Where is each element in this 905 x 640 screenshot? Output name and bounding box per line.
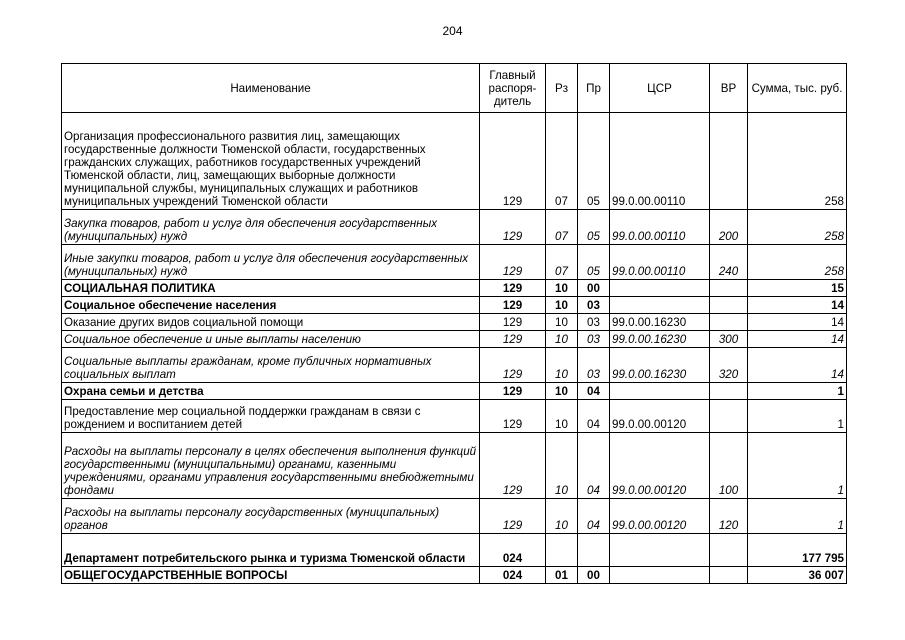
row-vr: 200	[710, 210, 748, 245]
row-name: СОЦИАЛЬНАЯ ПОЛИТИКА	[62, 280, 480, 297]
table-row	[62, 314, 847, 331]
table-row	[62, 499, 847, 534]
row-pr	[578, 534, 610, 567]
row-sum: 177 795	[748, 534, 847, 567]
row-vr: 100	[710, 433, 748, 499]
row-sum: 258	[748, 113, 847, 210]
row-name: Предоставление мер социальной поддержки гражданам в связи с рождением и воспитанием детей	[62, 400, 480, 433]
header-csr: ЦСР	[610, 64, 710, 113]
row-csr: 99.0.00.00110	[610, 113, 710, 210]
row-grbs: 129	[480, 280, 546, 297]
row-grbs: 129	[480, 314, 546, 331]
row-grbs: 024	[480, 534, 546, 567]
row-vr	[710, 400, 748, 433]
row-csr: 99.0.00.00120	[610, 499, 710, 534]
table-row	[62, 297, 847, 314]
row-pr: 04	[578, 400, 610, 433]
row-csr	[610, 534, 710, 567]
table-row	[62, 210, 847, 245]
table-row	[62, 113, 847, 210]
table-row	[62, 331, 847, 348]
row-csr: 99.0.00.16230	[610, 314, 710, 331]
header-rz: Рз	[546, 64, 578, 113]
row-sum: 14	[748, 331, 847, 348]
row-rz: 10	[546, 297, 578, 314]
row-sum: 1	[748, 499, 847, 534]
row-csr: 99.0.00.00120	[610, 433, 710, 499]
row-vr	[710, 534, 748, 567]
row-grbs: 129	[480, 297, 546, 314]
row-rz: 10	[546, 400, 578, 433]
row-vr	[710, 314, 748, 331]
row-rz: 10	[546, 383, 578, 400]
row-vr	[710, 297, 748, 314]
row-vr	[710, 280, 748, 297]
row-rz: 10	[546, 348, 578, 383]
row-name: Оказание других видов социальной помощи	[62, 314, 480, 331]
row-pr: 00	[578, 567, 610, 584]
row-csr	[610, 383, 710, 400]
row-csr	[610, 297, 710, 314]
row-name: Социальное обеспечение и иные выплаты населению	[62, 331, 480, 348]
row-rz: 01	[546, 567, 578, 584]
row-rz: 10	[546, 280, 578, 297]
row-pr: 05	[578, 245, 610, 280]
header-vr: ВР	[710, 64, 748, 113]
table-row	[62, 348, 847, 383]
row-csr: 99.0.00.16230	[610, 331, 710, 348]
row-csr: 99.0.00.00110	[610, 245, 710, 280]
row-grbs: 129	[480, 210, 546, 245]
row-name: Расходы на выплаты персоналу в целях обеспечения выполнения функций государственными (муниципальными) органами, казенными учреждениями, органами управления государственными внебюджетными фондами	[62, 433, 480, 499]
row-vr	[710, 383, 748, 400]
row-sum: 14	[748, 314, 847, 331]
row-pr: 00	[578, 280, 610, 297]
table-row	[62, 245, 847, 280]
row-pr: 04	[578, 383, 610, 400]
row-rz: 07	[546, 113, 578, 210]
row-vr	[710, 113, 748, 210]
table-header-row	[62, 64, 847, 113]
row-pr: 03	[578, 314, 610, 331]
table-row	[62, 383, 847, 400]
row-name: Охрана семьи и детства	[62, 383, 480, 400]
row-name: Закупка товаров, работ и услуг для обеспечения государственных (муниципальных) нужд	[62, 210, 480, 245]
header-pr: Пр	[578, 64, 610, 113]
row-sum: 36 007	[748, 567, 847, 584]
header-sum: Сумма, тыс. руб.	[748, 64, 847, 113]
table-row	[62, 567, 847, 584]
row-csr: 99.0.00.00120	[610, 400, 710, 433]
row-csr	[610, 280, 710, 297]
row-grbs: 024	[480, 567, 546, 584]
row-name: Департамент потребительского рынка и туризма Тюменской области	[62, 534, 480, 567]
row-vr	[710, 567, 748, 584]
row-vr: 240	[710, 245, 748, 280]
row-rz: 10	[546, 314, 578, 331]
row-pr: 05	[578, 210, 610, 245]
row-pr: 03	[578, 348, 610, 383]
row-sum: 1	[748, 400, 847, 433]
row-rz: 10	[546, 433, 578, 499]
table-row	[62, 534, 847, 567]
row-sum: 1	[748, 433, 847, 499]
budget-table	[61, 63, 847, 584]
table-row	[62, 400, 847, 433]
row-rz: 07	[546, 210, 578, 245]
row-grbs: 129	[480, 113, 546, 210]
row-vr: 120	[710, 499, 748, 534]
row-csr	[610, 567, 710, 584]
row-grbs: 129	[480, 433, 546, 499]
row-name: ОБЩЕГОСУДАРСТВЕННЫЕ ВОПРОСЫ	[62, 567, 480, 584]
row-sum: 14	[748, 297, 847, 314]
row-grbs: 129	[480, 331, 546, 348]
row-pr: 05	[578, 113, 610, 210]
row-rz: 10	[546, 331, 578, 348]
row-pr: 04	[578, 499, 610, 534]
row-rz: 07	[546, 245, 578, 280]
row-pr: 03	[578, 297, 610, 314]
row-name: Расходы на выплаты персоналу государственных (муниципальных) органов	[62, 499, 480, 534]
row-sum: 1	[748, 383, 847, 400]
row-rz: 10	[546, 499, 578, 534]
row-sum: 15	[748, 280, 847, 297]
row-csr: 99.0.00.16230	[610, 348, 710, 383]
row-csr: 99.0.00.00110	[610, 210, 710, 245]
row-grbs: 129	[480, 348, 546, 383]
row-vr: 320	[710, 348, 748, 383]
row-grbs: 129	[480, 499, 546, 534]
row-grbs: 129	[480, 383, 546, 400]
row-sum: 258	[748, 210, 847, 245]
row-name: Организация профессионального развития лиц, замещающих государственные должности Тюменской области, государственных гражданских служащих, работников государственных учреждений Тюменской области, лиц, замещающих выборные должности муниципальной службы, муниципальных служащих и работников муниципальных учреждений Тюменской области	[62, 113, 480, 210]
table-row	[62, 433, 847, 499]
page-number: 204	[442, 24, 463, 38]
row-rz	[546, 534, 578, 567]
row-vr: 300	[710, 331, 748, 348]
row-pr: 03	[578, 331, 610, 348]
row-name: Иные закупки товаров, работ и услуг для обеспечения государственных (муниципальных) нужд	[62, 245, 480, 280]
header-name: Наименование	[62, 64, 480, 113]
row-name: Социальные выплаты гражданам, кроме публичных нормативных социальных выплат	[62, 348, 480, 383]
row-sum: 258	[748, 245, 847, 280]
row-pr: 04	[578, 433, 610, 499]
row-sum: 14	[748, 348, 847, 383]
row-grbs: 129	[480, 400, 546, 433]
row-name: Социальное обеспечение населения	[62, 297, 480, 314]
header-grbs: Главный распоря-дитель	[480, 64, 546, 113]
table-row	[62, 280, 847, 297]
row-grbs: 129	[480, 245, 546, 280]
